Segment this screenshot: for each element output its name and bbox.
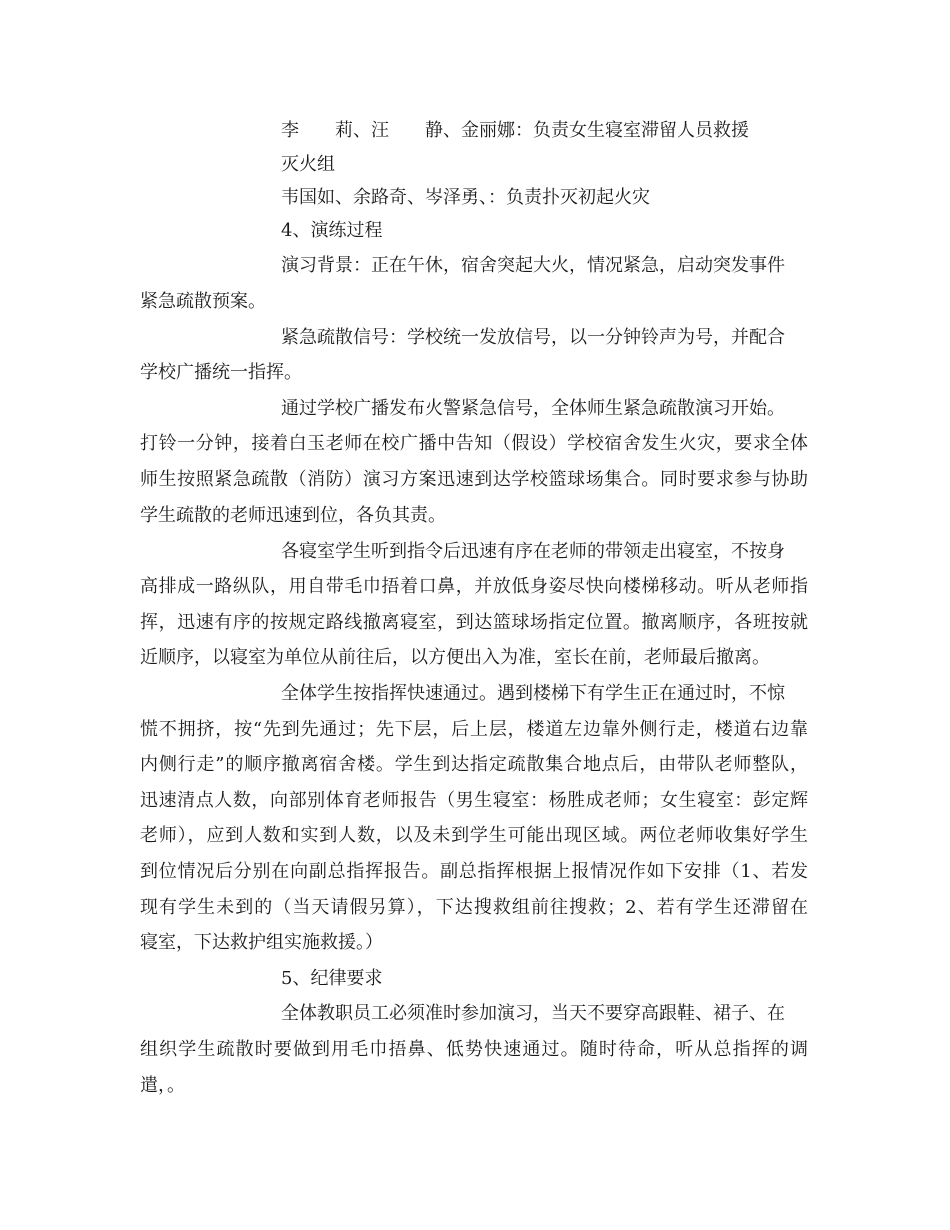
firefighting-group-heading: 灭火组 — [281, 154, 335, 175]
firefighting-group-members-line: 韦国如、余路奇、岑泽勇、：负责扑灭初起火灾 — [281, 187, 650, 208]
paragraph-line: 遣，。 — [140, 1075, 185, 1096]
paragraph-line: 紧急疏散预案。 — [140, 291, 266, 312]
paragraph-line: 师生按照紧急疏散（消防）演习方案迅速到达学校篮球场集合。同时要求参与协助 — [140, 469, 808, 490]
paragraph-line: 内侧行走”的顺序撤离宿舍楼。学生到达指定疏散集合地点后，由带队老师整队， — [140, 754, 808, 775]
paragraph-line: 近顺序，以寝室为单位从前往后，以方便出入为准，室长在前，老师最后撤离。 — [140, 647, 770, 668]
paragraph-line: 学校广播统一指挥。 — [140, 362, 302, 383]
paragraph-line: 打铃一分钟，接着白玉老师在校广播中告知（假设）学校宿舍发生火灾，要求全体 — [140, 433, 808, 454]
paragraph-line: 紧急疏散信号：学校统一发放信号，以一分钟铃声为号，并配合 — [281, 327, 785, 348]
section-4-heading: 4、演练过程 — [281, 220, 383, 241]
section-5-heading: 5、纪律要求 — [281, 968, 383, 989]
paragraph-line: 学生疏散的老师迅速到位，各负其责。 — [140, 505, 446, 526]
paragraph-line: 组织学生疏散时要做到用毛巾捂鼻、低势快速通过。随时待命，听从总指挥的调 — [140, 1039, 808, 1060]
paragraph-line: 老师），应到人数和实到人数，以及未到学生可能出现区域。两位老师收集好学生 — [140, 825, 808, 846]
paragraph-line: 全体学生按指挥快速通过。遇到楼梯下有学生正在通过时，不惊 — [281, 683, 785, 704]
paragraph-line: 到位情况后分别在向副总指挥报告。副总指挥根据上报情况作如下安排（1、若发 — [140, 861, 808, 882]
paragraph-line: 高排成一路纵队，用自带毛巾捂着口鼻，并放低身姿尽快向楼梯移动。听从老师指 — [140, 576, 808, 597]
paragraph-line: 各寝室学生听到指令后迅速有序在老师的带领走出寝室，不按身 — [281, 541, 785, 562]
paragraph-line: 慌不拥挤，按“先到先通过；先下层，后上层，楼道左边靠外侧行走，楼道右边靠 — [140, 719, 808, 740]
paragraph-line: 挥，迅速有序的按规定路线撤离寝室，到达篮球场指定位置。撤离顺序，各班按就 — [140, 612, 808, 633]
paragraph-line: 现有学生未到的（当天请假另算），下达搜救组前往搜救；2、若有学生还滞留在 — [140, 897, 808, 918]
paragraph-line: 通过学校广播发布火警紧急信号，全体师生紧急疏散演习开始。 — [281, 398, 785, 419]
rescue-group-members-line: 李 莉、汪 静、金丽娜：负责女生寝室滞留人员救援 — [281, 120, 749, 141]
paragraph-line: 全体教职员工必须准时参加演习，当天不要穿高跟鞋、裙子、在 — [281, 1003, 785, 1024]
paragraph-line: 迅速清点人数，向部别体育老师报告（男生寝室：杨胜成老师；女生寝室：彭定辉 — [140, 790, 808, 811]
paragraph-line: 演习背景：正在午休，宿舍突起大火，情况紧急，启动突发事件 — [281, 255, 785, 276]
paragraph-line: 寝室，下达救护组实施救援。） — [140, 932, 383, 953]
